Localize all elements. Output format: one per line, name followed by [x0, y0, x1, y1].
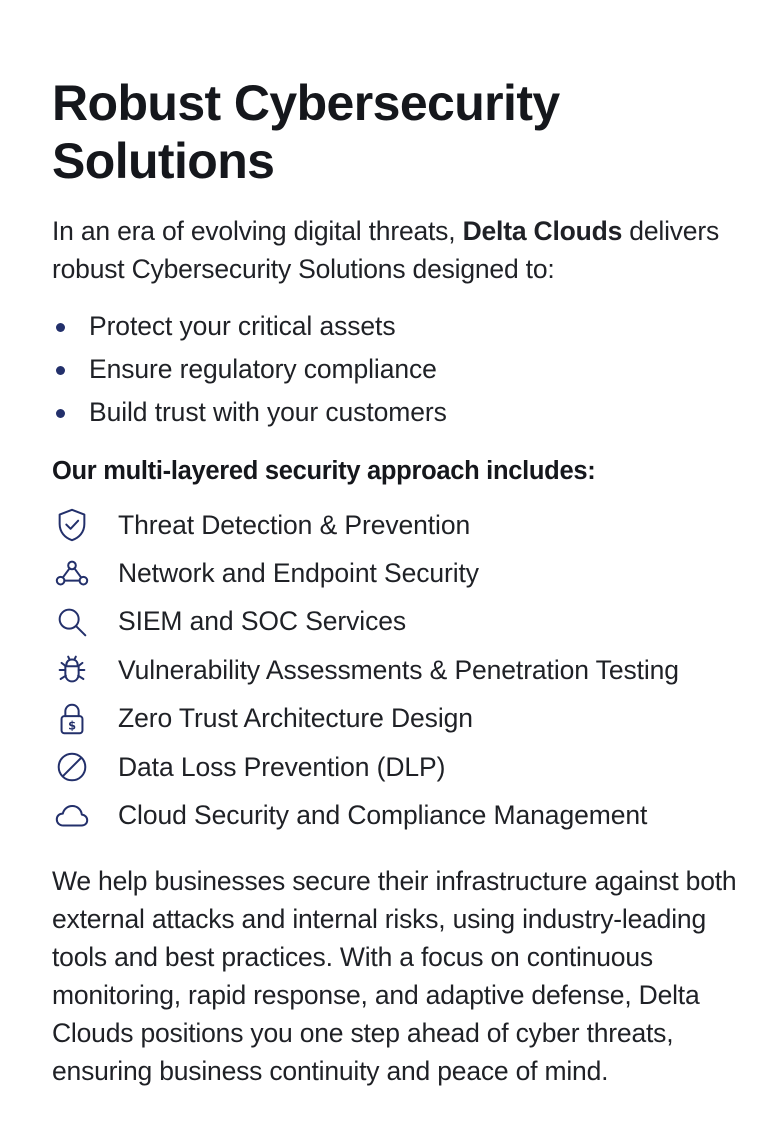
bullet-dot-icon: [56, 323, 65, 332]
feature-label: Threat Detection & Prevention: [118, 509, 471, 540]
feature-label: Data Loss Prevention (DLP): [118, 751, 446, 782]
intro-text-after: delivers robust Cybersecurity Solutions designed to:: [52, 216, 720, 284]
list-item: [52, 305, 738, 348]
benefit-text: Ensure regulatory compliance: [89, 354, 437, 384]
cloud-icon: [52, 796, 92, 836]
network-icon: [52, 554, 92, 594]
intro-paragraph: [52, 212, 738, 288]
benefit-text: Build trust with your customers: [89, 397, 447, 427]
feature-label: Cloud Security and Compliance Management: [118, 800, 648, 831]
search-icon: [52, 602, 92, 642]
list-item: [52, 348, 738, 391]
lock-icon: [52, 699, 92, 739]
shield-check-icon: [52, 505, 92, 545]
feature-label: Vulnerability Assessments & Penetration Testing: [118, 654, 679, 685]
prohibited-icon: [52, 747, 92, 787]
benefits-list: [52, 305, 738, 434]
feature-item: [52, 791, 738, 839]
list-item: [52, 391, 738, 434]
bullet-dot-icon: [56, 409, 65, 418]
feature-item: [52, 695, 738, 743]
intro-text-before: In an era of evolving digital threats,: [52, 216, 463, 246]
benefit-text: Protect your critical assets: [89, 311, 396, 341]
section-subheading: Our multi-layered security approach includes:: [52, 457, 596, 485]
feature-label: Network and Endpoint Security: [118, 558, 479, 589]
closing-paragraph: We help businesses secure their infrastructure against both external attacks and internal risks, using industry-leading tools and best practices. With a focus on continuous monitoring, rapid response, and adaptive defense, Delta Clouds positions you one step ahead of cyber threats, ensuring business continuity and peace of mind.: [52, 865, 737, 1086]
feature-item: [52, 598, 738, 646]
brand-name: Delta Clouds: [462, 216, 623, 246]
feature-item: [52, 646, 738, 694]
feature-label: Zero Trust Architecture Design: [118, 703, 473, 734]
feature-label: SIEM and SOC Services: [118, 606, 407, 637]
feature-item: [52, 501, 738, 549]
features-list: [52, 501, 738, 840]
bug-icon: [52, 650, 92, 690]
bullet-dot-icon: [56, 366, 65, 375]
feature-item: [52, 549, 738, 597]
svg-text:$: $: [68, 718, 76, 733]
page-title: Robust Cybersecurity Solutions: [52, 75, 560, 189]
feature-item: [52, 743, 738, 791]
